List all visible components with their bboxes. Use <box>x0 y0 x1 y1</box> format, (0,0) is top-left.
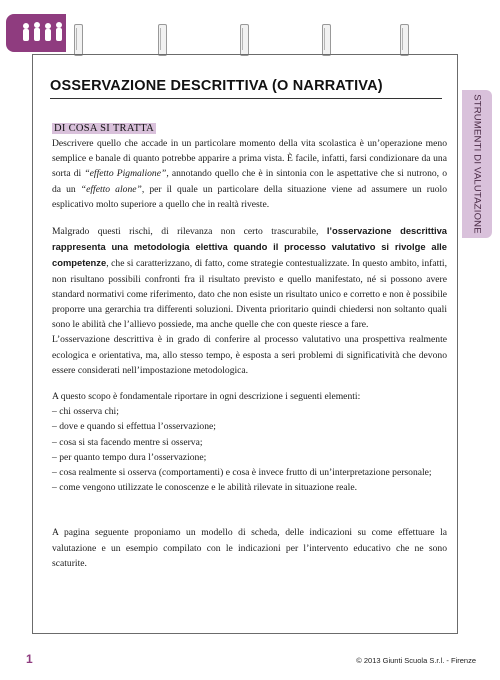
paragraph-elements: A questo scopo è fondamentale riportare in ogni descrizione i seguenti elementi: <box>52 391 361 403</box>
paragraph-risks: Malgrado questi rischi, di rilevanza non certo trascurabile, l’osservazione descrittiva rappresenta una metodologia elettiva quando il processo valutativo si rivolge alle competenze, che si caratterizzano, di fatto, come strategie contestualizzate. In questo ambito, infatti, non risultano possibili confronti fra il risultato previsto e quello manifestato, né si possono avere standard normativi come riferimento, dato che non esiste un risultato unico e corretto e non è possibile proporre una gerarchia tra differenti soluzioni. Diventa prioritario quindi chiedersi non soltanto quali sono le abilità che l’allievo possiede, ma anche quelle che con queste riesce a fare. <box>52 225 447 331</box>
paragraph-intro: Descrivere quello che accade in un particolare momento della vita scolastica è un’operazione meno semplice e banale di quanto potrebbe apparire a prima vista. È facile, infatti, farsi condizionare da una sorta di “effetto Pigmalione”, annotando quello che è in sintonia con le aspettative che si nutrono, o da un “effetto alone”, per il quale un particolare della situazione viene ad assumere un ruolo esplicativo molto superiore a quello che in realtà riveste. <box>52 138 447 210</box>
binder-ring-icon <box>322 24 331 56</box>
binder-ring-icon <box>240 24 249 56</box>
list-item: – dove e quando si effettua l’osservazione; <box>52 421 216 433</box>
list-item: – chi osserva chi; <box>52 406 119 418</box>
list-item: – come vengono utilizzate le conoscenze e le abilità rilevate in situazione reale. <box>52 482 357 494</box>
effect-pigmalione: “effetto Pigmalione” <box>84 168 167 180</box>
paragraph-ecological: L’osservazione descrittiva è in grado di conferire al processo valutativo una prospettiva realmente ecologica e orientativa, ma, allo stesso tempo, è esposta a seri problemi di significatività che devono essere considerati nell’impostazione metodologica. <box>52 334 447 376</box>
list-item: – per quanto tempo dura l’osservazione; <box>52 451 207 463</box>
paragraph-next-page: A pagina seguente proponiamo un modello di scheda, delle indicazioni su come effettuare la valutazione e un esempio compilato con le indicazioni per l’intervento educativo che ne sono scaturite. <box>52 527 447 569</box>
binder-rings <box>0 10 500 58</box>
elements-list <box>52 404 447 495</box>
binder-ring-icon <box>74 24 83 56</box>
list-item: – cosa si sta facendo mentre si osserva; <box>52 436 203 448</box>
binder-ring-icon <box>400 24 409 56</box>
body-text <box>52 136 447 571</box>
side-tab <box>462 90 492 238</box>
effect-alone: “effetto alone” <box>80 183 142 195</box>
page-title: OSSERVAZIONE DESCRITTIVA (O NARRATIVA) <box>50 78 383 94</box>
copyright-notice: © 2013 Giunti Scuola S.r.l. - Firenze <box>356 656 476 665</box>
key-statement: l’osservazione descrittiva rappresenta una metodologia elettiva quando il processo valutativo si rivolge alle competenze <box>52 225 447 269</box>
title-underline <box>50 98 442 99</box>
side-tab-label: STRUMENTI DI VALUTAZIONE <box>471 94 483 234</box>
page-number: 1 <box>26 652 33 666</box>
list-item: – cosa realmente si osserva (comportamenti) e cosa è invece frutto di un’interpretazione personale; <box>52 467 432 479</box>
binder-ring-icon <box>158 24 167 56</box>
section-heading: DI COSA SI TRATTA <box>54 123 155 134</box>
